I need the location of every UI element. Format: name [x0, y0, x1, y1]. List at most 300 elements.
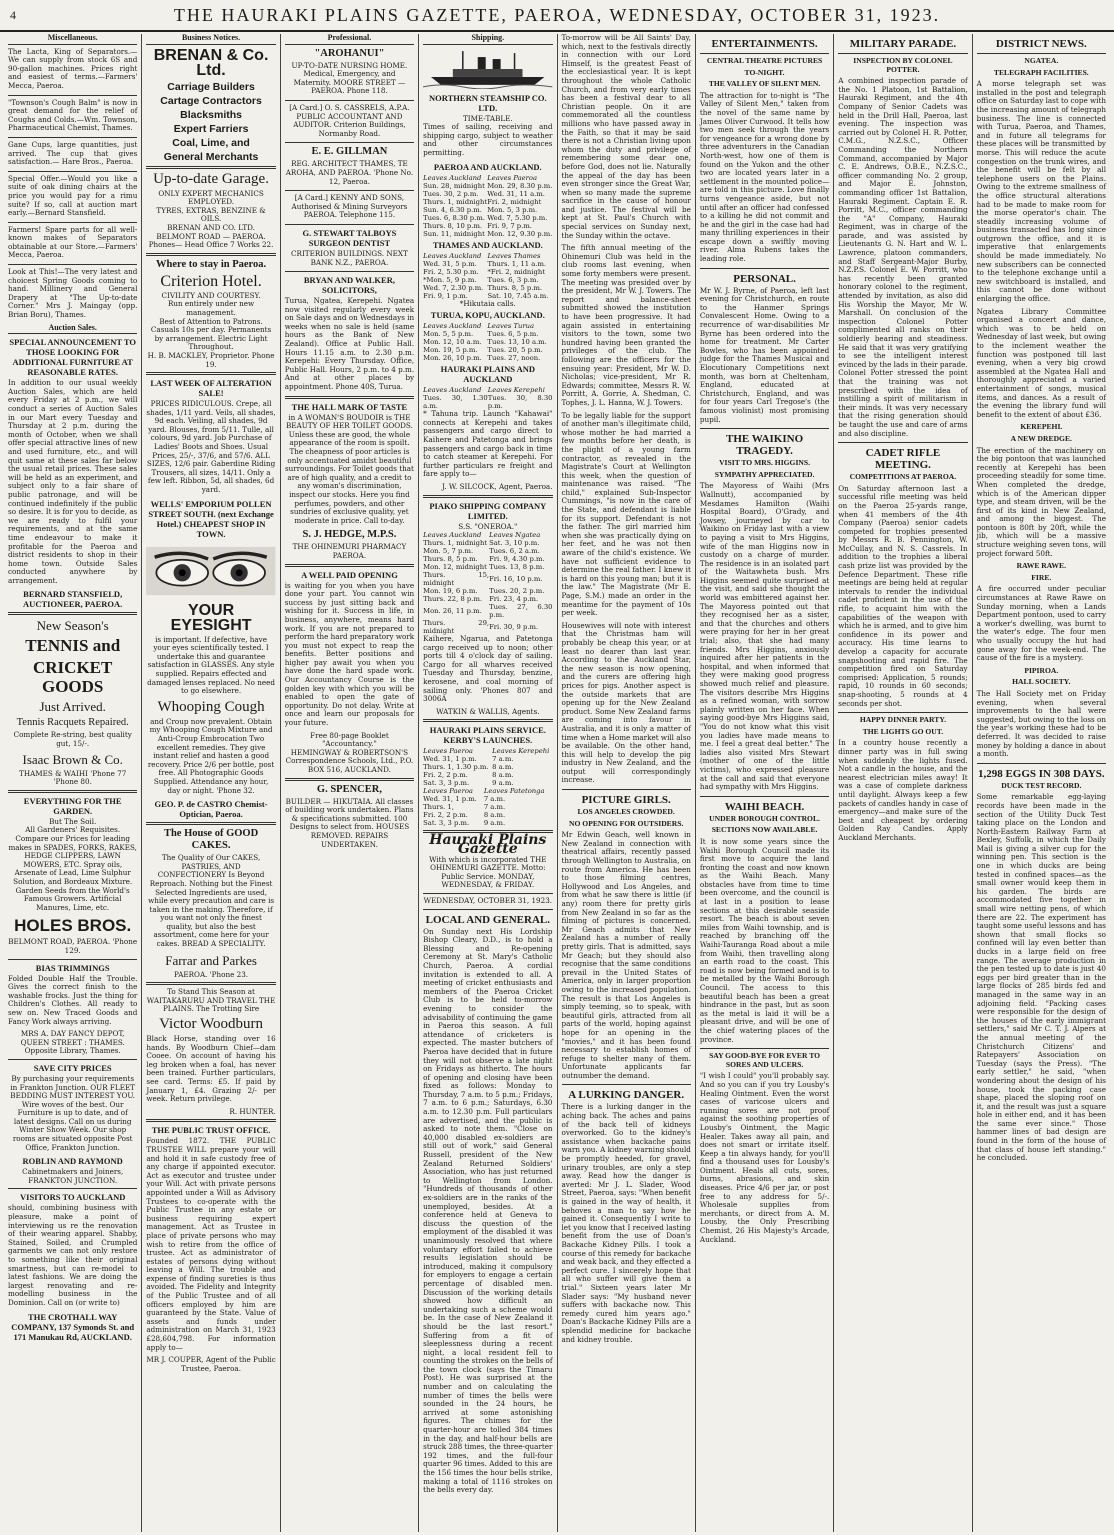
steamship-icon: [423, 49, 552, 89]
silcock-sig: J. W. SILCOCK, Agent, Paeroa.: [442, 481, 553, 491]
schedule-heading: PAEROA AND AUCKLAND.: [433, 161, 542, 172]
article-body: The Mayoress of Waihi (Mrs Wallnutt), accompanied by Mesdames Hamilton (Waihi Hospital Board), O'Grady, and Jowsey, journeyed by car to Waikino on Friday last with a view to paying a visit to Mrs Higgins, wife of the man Higgins now in custody on a charge of murder. The residence is in an isolated part of the Waitawheta bush. Mrs Higgins seemed quite surprised at the visit, and said she thought the world was embittered against her. The Mayoress pointed out that they recognised her as a sister, and that the churches and others were praying for her in her great trial; also, that she had many friends. Mrs Higgins, anxiously inquired after her patients in the hospital, and when informed that they were making good progress showed much relief and pleasure. The visitors describe Mrs Higgins as a refined woman, with sorrow plainly written on her face. When saying good-bye Mrs Higgins said, "You do not know what this visit you ladies have made means to me. I feel a great deal better." The ladies also visited Mrs Stewart (mother of one of the little victims), who expressed pleasure at the call and said that everyone had sympathy with Mrs Higgins.: [699, 481, 830, 792]
table-row: [423, 268, 552, 276]
table-cell: Tues. 27, 6.30 p.m.: [489, 603, 553, 620]
piako-note: Kaihere, Ngarua, and Patetonga cargo received up to noon; other ports till 4 o'clock day of sailing. Cargo for all wharves received Tuesday and Thursday, benzine, kerosene, and coal morning of sailing only. 'Phones 807 and 3006A: [423, 634, 553, 704]
misc-item: Special Offer.—Would you like a suite of oak dining chairs at the price you would pay for a rimu suite? If so, call at auction mart early.—Bernard Stansfield.: [8, 173, 138, 218]
eyes-illustration: [146, 543, 275, 599]
auction-body: In addition to our usual weekly Auction Sales, which are held every Friday at 2 p.m., we will conduct a series of Auction Sales in our Mart every Tuesday and Thursday at 2 p.m. during the month of October, when we shall offer special attractive lines of new and used furniture, etc., and will quit same at these sales far below the usual retail prices. These sales will be held as an experiment, and subject only to a fair share of public patronage, and will be continued indefinitely if the public so desire. It is for you to decide, as we are ready to fulfil your requirements, and at the same time endeavour to make it profitable for the Paeroa and district residents to shop in their home town. Outside Sales conducted anywhere by arrangement.: [8, 378, 138, 585]
cakes-heading: The House of GOOD CAKES.: [163, 828, 259, 852]
table-header-row: [423, 787, 552, 795]
eyesight-body: is important. If defective, have your eyes scientifically tested. I undertake this and guarantee satisfaction in GLASSES. Any style supplied. Repairs effected and damaged lenses replaced. No need to go elsewhere.: [147, 634, 275, 696]
column-2: [142, 34, 280, 1532]
table-header-cell: Leaves Kerepehi: [487, 386, 545, 395]
section-heading-professional: Professional.: [285, 34, 414, 45]
criterion-line: Best of Attention to Patrons.: [159, 316, 263, 326]
article-subheading: LOS ANGELES CROWDED.: [577, 807, 675, 817]
schedule-heading: THAMES AND AUCKLAND.: [432, 239, 543, 250]
article-subheading: DUCK TEST RECORD.: [1001, 780, 1082, 790]
article-body: "I wish I could" you'll probably say. And so you can if you try Lousby's Healing Ointment. Even the worst cases of varicose ulcers and running sores are not proof against the soothing properties of Lousby's Ointment, the Magic Healer. Takes away all pain, and does not smart or irritate itself. Keep a tin always handy, for you'll find a thousand uses for Lousby's Ointment. Heals all cuts, sores, burns, abrasions, and skin diseases. Price 4/6 per jar, or post free to any address for 5/-. Wholesale supplies from merchants, or direct from A. M. Lousby, the Only Prescribing Chemist, 26 His Majesty's Arcade, Auckland.: [699, 1071, 830, 1244]
table-cell: Mon. 19, 6 p.m.: [423, 587, 478, 596]
isaac-brown-sub: THAMES & WAIHI 'Phone 77 'Phone 80.: [19, 768, 127, 787]
spencer-heading: G. SPENCER,: [316, 783, 382, 795]
table-cell: Sun. 28, midnight: [423, 181, 485, 190]
bias-body: Folded Double Half the Trouble. Gives the correct finish to the washable frocks. Just the thing for Children's Clothes. All ready to sew on. New Traced Goods and Fancy Work always arriving.: [8, 973, 138, 1026]
table-cell: Thurs. 1, midnight: [423, 539, 488, 548]
article-heading: PICTURE GIRLS.: [581, 794, 671, 807]
article-body: A morse telegraph set was installed in the post and telegraph office on Saturday last to cope with the increasing amount of telegraph business. The line is connected with Turua, Paeroa, and Thames, and in future all telegrams for these places will be transmitted by morse. This will reduce the acute congestion on the trunk wires, and the benefit will be felt by all telephone users on the Plains. Owing to the extreme smallness of the office structural alterations had to be made to make room for the morse operator's chair. The steadily increasing volume of business transacted has long since outgrown the office, and it is imperative that enlargements should be made immediately. No new subscribers can be connected to the telephone exchange until a new switchboard is installed, and this cannot be done without enlarging the office.: [976, 79, 1106, 304]
column-7: [834, 34, 972, 1532]
garden-body: All Gardeners' Requisites. Compare our Prices for leading makes in SPADES, FORKS, RAKES, HEDGE CLIPPERS, LAWN MOWERS, ETC. Spray oils, Arsenate of Lead, Lime Sulphur Solution, and Bordeaux Mixture. Garden Seeds from the World's Famous Growers. Artificial Manures, Lime, etc.: [8, 825, 137, 912]
racquets-ad: Tennis Racquets Repaired.: [16, 717, 129, 729]
article-subheading: TO-NIGHT.: [744, 67, 785, 77]
cakes-body: The Quality of Our CAKES, PASTRIES, AND CONFECTIONERY Is Beyond Reproach. Nothing but the Finest Selected Ingredients are used, while every precaution and care is taken in the making. Therefore, if you want not only the finest quality, but also the best assortment, come here for your cakes. BREAD A SPECIALITY.: [148, 853, 275, 949]
booklet: Free 80-page Booklet "Accountancy.": [310, 730, 389, 749]
misc-item: "Townson's Cough Balm" is now in great demand for the relief of Coughs and Colds.—Wm. Townson, Pharmaceutical Chemist, Thames.: [8, 97, 138, 133]
article-subheading: SECTIONS NOW AVAILABLE.: [711, 825, 818, 835]
article-body: A fire occurred under peculiar circumstances at Rawe Rawe on Sunday morning, when a Lands Department pontoon, used to carry a worker's dwelling, was burnt to the water's edge. The four men who usually occupy the hut had gone away for the week-end. The cause of the fire is a mystery.: [976, 584, 1106, 663]
table-row: [423, 330, 552, 338]
holes-bros: HOLES BROS.: [14, 916, 132, 936]
gillman-body: REG. ARCHITECT THAMES, TE AROHA, AND PAEROA. 'Phone No. 12, Paeroa.: [285, 159, 414, 186]
article-body: Some remarkable egg-laying records have been made in the section of the Utility Duck Test taking place on the London and North-Eastern Railway Farm at Bexley, Suffolk, in which the Daily Mail is giving a silver cup for the winning pen. This section is the one in which ducks are being tested in confined spaces—as the small owner would keep them in his garden. The birds are accommodated five together in small wire netting pens, of which there are 22. The experiment has taught some useful lessons and has shown that small flocks so confined will lay even better than ducks in a large field on free range. The average production in the pen tested up to date is just 40 eggs per bird greater than in the large flocks of 285 birds fed and managed in the same way in an adjoining field. "Packing cases were responsible for the design of the houses of the early immigrant settlers," said Mr C. T. J. Alpers at the annual meeting of the Christchurch Citizens' and Ratepayers' Association on Tuesday (says the Press). "The early settler," he said, "when wondering about the design of his house, took the packing case shape, placed the sloping roof on it, and the result was just a square hole in either end, and it has been the same ever since." Those hammer lines of bad design are found in the form of the house of that class of house left standing." he concluded.: [976, 792, 1106, 1163]
schedule-table: [423, 531, 552, 635]
article-subheading: SAY GOOD-BYE FOR EVER TO SORES AND ULCERS.: [709, 1051, 821, 1069]
table-header-cell: Leaves Auckland: [423, 173, 482, 182]
section-heading-miscellaneous: Miscellaneous.: [8, 34, 137, 45]
newspaper-title: THE HAURAKI PLAINS GAZETTE, PAEROA, WEDNESDAY, OCTOBER 31, 1923.: [173, 5, 941, 25]
article-subheading: THE LIGHTS GO OUT.: [862, 726, 944, 736]
brenan-line: Carriage Builders: [167, 80, 255, 93]
article-body: In a country house recently a dinner party was in full swing when suddenly the lights fused. Not a candle in the house, and the nearest electrician miles away! It was a case of complete darkness until daylight. Always keep a few packets of candles handy in case of emergency—and make sure of the best and cheapest by ordering Golden Ray Candles. Apply Auckland Merchants.: [838, 738, 968, 842]
article-heading: PERSONAL.: [733, 272, 796, 285]
table-cell: Tues. 6, 2 a.m.: [489, 547, 540, 556]
table-cell: Tues. 20, 5 p.m.: [487, 346, 543, 355]
brenan-line: Blacksmiths: [180, 108, 242, 121]
table-row: [423, 394, 552, 410]
table-row: [423, 795, 552, 803]
article-body: The Hall Society met on Friday evening, when several improvements to the hall were suggested, but owing to the loss on the year's working these had to be deferred. It was decided to raise money by holding a dance in about a month.: [976, 688, 1106, 759]
article-body: It is now some years since the Waihi Borough Council made its first move to acquire the land fronting the coast and now known as the Waihi Beach. Many obstacles have from time to time been overcome, and the council is at last in a position to lease sections at this desirable seaside resort. The beach is about seven miles from Waihi township, and is reached by branching off the Waihi-Tauranga Road about a mile from Waihi, then travelling along an earth road to the coast. This road is now being formed and is to be metalled by the Waihi Borough Council. The access to this beautiful beach has been a great hindrance in the past, but as soon as the metal is laid it will be a pleasant drive, and will be one of the chief watering places of the province.: [699, 836, 830, 1044]
hallmark-heading: THE HALL MARK OF TASTE: [291, 401, 408, 412]
criterion-heading: Criterion Hotel.: [160, 272, 262, 290]
hallmark-body: in A WOMAN'S BOUDOIR is THE BEAUTY OF HER TOILET GOODS. Unless these are good, the whole appearance of the room is spoilt. The cheapness of poor articles is only accentuated amidst beautiful surroundings. For Toilet goods that are of high quality, and a credit to any woman's discrimination, inspect our stocks. Here you find perfumes, powders, and other sundries of exclusive quality, yet moderate in price. Call to-day.: [284, 412, 414, 525]
schedule-table: [423, 787, 552, 827]
crothall-sig: THE CROTHALL WAY COMPANY, 137 Symonds St. and 171 Manukau Rd, AUCKLAND.: [11, 1311, 135, 1342]
table-cell: Tues. 30, 8.30 p.m.: [487, 394, 553, 411]
column-4: [419, 34, 557, 1532]
table-cell: Wed. 7, 5.30 p.m.: [487, 213, 548, 222]
schedule-note: * Tahuna trip. Launch "Kahawai" connects at Kerepehi and takes passengers and cargo direct to Kaihere and Patetonga and brings passengers and cargo back in time to catch steamer at Kerepehi. For further particulars re freight and fare apply to—: [423, 409, 553, 479]
article-subheading: HAPPY DINNER PARTY.: [859, 715, 947, 725]
roblin-heading: ROBLIN AND RAYMOND: [22, 1156, 123, 1167]
article-subheading: UNDER BOROUGH CONTROL.: [709, 813, 820, 823]
table-row: [423, 182, 552, 190]
table-header-cell: Leaves Ngatea: [489, 531, 541, 540]
table-cell: Sat. 10, 7.45 a.m.: [487, 291, 549, 300]
tennis-ad-line: New Season's: [36, 618, 109, 634]
column-3: [281, 34, 419, 1532]
table-row: [423, 190, 552, 198]
table-cell: Mon. 12, midnight: [423, 563, 487, 572]
bias-heading: BIAS TRIMMINGS: [35, 962, 110, 973]
article-body: The attraction for to-night is "The Valley of Silent Men," taken from the novel of the same name by James Oliver Curwood. It tells how two men seek through the years for vengeance for a wrong done by three adventurers in the Canadian North-west, how one of them is found on the Yukon and the other two are located years later in a settlement in the mounted police—are told in this picture. Love finally turns vengeance aside, but not until after an officer had confessed to a killing he did not commit and he and the girl in the case had had many thrilling experiences in their escape down a swiftly moving river. Alma Rubens takes the leading role.: [699, 90, 830, 264]
piako-heading: PIAKO SHIPPING COMPANY LIMITED.: [429, 500, 547, 521]
table-row: [423, 595, 552, 603]
isaac-brown: Isaac Brown & Co.: [22, 751, 123, 767]
table-cell: 9 a.m.: [492, 779, 514, 788]
table-row: [423, 338, 552, 346]
table-row: [423, 198, 552, 206]
roblin-sub: Cabinetmakers and Joiners, FRANKTON JUNCTION.: [22, 1167, 124, 1185]
section-heading-auction: Auction Sales.: [8, 324, 137, 335]
garden-sub: But The Soil.: [49, 816, 97, 826]
table-cell: *Fri. 2, midnight: [487, 267, 545, 276]
gillman-heading: E. E. GILLMAN: [311, 146, 388, 158]
table-cell: Fri. 9, 4.30 p.m.: [489, 555, 545, 564]
table-row: [423, 222, 552, 230]
farrar-heading: Farrar and Parkes: [165, 952, 257, 968]
table-row: [423, 619, 552, 635]
table-header-row: [423, 322, 552, 330]
oneroa: S.S. "ONEROA.": [458, 521, 518, 531]
table-row: [423, 803, 552, 811]
section-heading-shipping: Shipping.: [423, 34, 552, 45]
piako-sig: WATKIN & WALLIS, Agents.: [436, 706, 540, 716]
table-cell: Tues. 27, noon.: [487, 354, 541, 363]
article-subheading: PIPIROA.: [1024, 665, 1059, 675]
racquets-sub: Complete Re-string, best quality gut, 15/-.: [13, 730, 132, 749]
column-1: [4, 34, 142, 1532]
dateline: WEDNESDAY, OCTOBER 31, 1923.: [423, 896, 553, 905]
article-subheading: TELEGRAPH FACILITIES.: [993, 67, 1089, 77]
table-row: [423, 206, 552, 214]
bryan-body: Turua, Ngatea, Kerepehi. Ngatea now visited regularly every week on Sale days and on Wednesdays in weeks when no sale is held (same hours as the Bank of New Zealand). Office at Public Hall. Hours 11.15 a.m. to 2.30 p.m. Kerepehi: Every Thursday. Office, Public Hall. Hours, 2 p.m. to 4 p.m. And at other places by appointment. Phone 40S, Turua.: [284, 296, 415, 392]
brenan-line: Expert Farriers: [173, 122, 249, 135]
schedule-table: [423, 747, 552, 787]
day-depot: MRS A. DAY FANCY DEPOT, QUEEN STREET : THAMES. Opposite Library, Thames.: [20, 1029, 125, 1056]
table-row: [423, 354, 552, 362]
visitors-heading: VISITORS TO AUCKLAND: [20, 1192, 126, 1203]
article-heading: DISTRICT NEWS.: [995, 38, 1087, 50]
table-cell: Thurs. 15, midnight: [423, 571, 490, 588]
table-cell: Sat. 3, 3 p.m.: [423, 819, 470, 828]
save-body: By purchasing your requirements in Frankton Junction. OUR FLEET BEDDING MUST INTEREST YOU. Wire woves of the best. Our Furniture is up to date, and of latest designs. Call on us during Winter Show Week. Our shop rooms are situated opposite Post Office, Frankton Junction.: [10, 1073, 136, 1152]
schedule-heading: TURUA, KOPU, AUCKLAND.: [430, 310, 545, 321]
table-header-cell: Leaves Patetonga: [483, 787, 545, 796]
article-body: To be legally liable for the support of another man's illegitimate child, whose mother he had married a few months before her death, is the plight of a young farm contractor, as revealed in the Magistrate's Court at Wellington this week, when the question of maintenance was raised. "The child," explained Sub-Inspector Cummings, "is now in the care of the State, and defendant is liable for its support. Defendant is not the father. The girl married him when she was practically dying on her feet, and he was not then aware of the child's existence. We have not sufficient evidence to determine the real father. I knew it is hard on this young man; but it is the law." The Magistrate (Mr E. Page, S.M.) made an order in the meantime for the payment of 10s per week.: [561, 410, 691, 618]
trust-heading: THE PUBLIC TRUST OFFICE.: [151, 1125, 271, 1136]
whooping-body: and Croup now prevalent. Obtain my Whooping Cough Mixture and Anti-Croup Embrocation Two excellent remedies. They give instant relief and hasten a good recovery. Price 2/6 per bottle, post free. All Photographic Goods Supplied. Attendance any hour, day or night. 'Phone 32.: [147, 716, 275, 795]
hemingway-sig: HEMINGWAY & ROBERTSON'S Correspondence Schools, Ltd., P.O. BOX 516, AUCKLAND.: [285, 747, 414, 774]
article-heading: THE WAIKINO TRAGEDY.: [726, 433, 804, 458]
table-cell: Tues. 30, 2 p.m.: [423, 189, 479, 198]
table-cell: Thurs. 1,: [423, 803, 454, 812]
timetable-heading: TIME-TABLE.: [462, 113, 513, 123]
shipping-intro: Times of sailing, receiving and shipping cargo, subject to weather and other circumstances permitting.: [423, 122, 553, 157]
table-cell: 8 a.m.: [483, 811, 506, 820]
article-subheading: KEREPEHI.: [1020, 422, 1063, 432]
table-row: [423, 346, 552, 354]
column-8: [973, 34, 1110, 1532]
article-subheading: RAWE RAWE.: [1016, 561, 1066, 571]
eyesight-heading: YOUR EYESIGHT: [170, 601, 252, 634]
spencer-body: BUILDER — HIKUTAIA. All classes of building work undertaken. Plans & specifications submitted. 100 Designs to select from. HOUSES REMOVED. REPAIRS UNDERTAKEN.: [285, 796, 414, 849]
table-header-cell: Leaves Paeroa: [423, 747, 473, 756]
wells-emporium: WELLS' EMPORIUM POLLEN STREET SOUTH. (next Exchange Hotel.) CHEAPEST SHOP IN TOWN.: [148, 498, 274, 539]
table-cell: Tues. 20, 2 p.m.: [489, 587, 545, 596]
table-cell: Sat. 3, 3 p.m.: [423, 779, 470, 788]
schedule-table: [423, 322, 552, 362]
table-header-row: [423, 386, 552, 394]
paid-heading: A WELL PAID OPENING: [301, 569, 398, 580]
table-cell: Thurs. 1, 11 a.m.: [487, 259, 547, 268]
table-row: [423, 763, 552, 771]
table-cell: Mon. 26, 11 p.m.: [423, 607, 482, 616]
table-row: [423, 587, 552, 595]
table-cell: Fri. 30, 9 p.m.: [489, 623, 539, 632]
table-cell: Fri. 9, 1 p.m.: [423, 291, 468, 300]
brenan-line: General Merchants: [163, 150, 259, 163]
article-heading: LOCAL AND GENERAL.: [425, 913, 550, 926]
column-5: [558, 34, 696, 1532]
table-cell: Sun. 11, midnight: [423, 229, 485, 238]
table-header-row: [423, 174, 552, 182]
table-cell: Fri. 2, 2 p.m.: [423, 771, 468, 780]
gazette-sub: With which is incorporated THE OHINEMURI GAZETTE. Motto: Public Service. MONDAY, WEDNESDAY, & FRIDAY.: [429, 854, 547, 890]
table-cell: 8 a.m.: [492, 771, 514, 780]
stay-heading: Where to stay in Paeroa.: [155, 258, 267, 270]
brenan-line: Cartage Contractors: [160, 94, 262, 107]
table-row: [423, 571, 552, 587]
whooping-heading: Whooping Cough: [157, 698, 265, 715]
bryan-heading: BRYAN AND WALKER, SOLICITORS,: [303, 275, 395, 296]
criterion-line: CIVILITY AND COURTESY.: [161, 290, 261, 300]
table-row: [423, 214, 552, 222]
gazette-nameplate: Hauraki Plains Gazette: [429, 832, 547, 858]
trust-sig: MR J. COUPER, Agent of the Public Trustee, Paeroa.: [146, 1355, 276, 1373]
visitors-body: should, combining business with pleasure, make a point of interviewing us re the renovation of their wearing apparel. Shabby, Stained, Soiled, and Crumpled garments we can not only restore to something like their original smartness, but can re-model to latest fashions. We are doing the largest renovating and re-modelling business in the Dominion. Call on (or write to): [8, 1203, 138, 1307]
article-body: On Saturday afternoon last a successful rifle meeting was held on the Paeroa 25-yards range, when 41 members of the 4th Company (Paeroa) senior cadets competed for trophies presented by Messrs R. B. Pennington, W. McCullay, and N. S. Cassrels. In addition to the trophies a liberal cash prize list was provided by the Defence Department. These rifle meetings are being held at regular intervals to render the individual cadet proficient in the use of the rifle, to acquaint him with the capabilities of the weapon with which he is armed, and to give him confidence in its power and accuracy. His time learns to develop a capacity for accurate snapshooting and rapid fire. The competition fired on Saturday comprised: Application, 5 rounds; rapid, 10 rounds in 60 seconds; snap-shooting, 5 rounds at 4 seconds per shot.: [838, 483, 968, 708]
article-subheading: NO OPENING FOR OUTSIDERS.: [569, 818, 684, 828]
garage-line: BELMONT ROAD — PAEROA.: [156, 231, 266, 241]
article-heading: MILITARY PARADE.: [849, 38, 957, 50]
table-cell: Mon. 5, 7 p.m.: [423, 547, 474, 556]
save-heading: SAVE CITY PRICES: [33, 1062, 112, 1073]
article-body: The fifth annual meeting of the Ohinemuri Club was held in the club rooms last evening, when some forty members were present. The meeting was presided over by the president, Mr W. J. Towers. The report and balance-sheet submitted showed the institution to have been progressive. It had again assisted in entertaining visitors to the town, some two hundred having been granted the privileges of the club. The following are the officers for the ensuing year: President, Mr W. D. Nicholas; vice-president, Mr R. Edwards; committee, Messrs R. W. Porritt, A. Gorrie, A. Shedman, C. Tophes, J. L. Hanna, W. J. Towers.: [561, 243, 691, 407]
table-row: [423, 260, 552, 268]
article-heading: A LURKING DANGER.: [568, 1089, 685, 1102]
misc-item: Gane Cups, large quantities, just arrived. The cup that gives satisfaction.— Hare Bros., Paeroa.: [8, 139, 138, 167]
table-cell: Wed. 31, 1 p.m.: [423, 795, 477, 804]
holes-bros-sub: BELMONT ROAD, PAEROA. 'Phone 129.: [8, 937, 138, 955]
article-subheading: FIRE.: [1031, 572, 1052, 582]
table-cell: *Mon. 5, 9 p.m.: [423, 275, 477, 284]
table-cell: Mon. 5, 3 p.m.: [487, 205, 538, 214]
arohanui-heading: "AROHANUI": [314, 47, 385, 59]
table-row: [423, 547, 552, 555]
table-header-cell: Leaves Auckland: [423, 251, 482, 260]
table-cell: Tues. 6, 8.30 p.m.: [423, 213, 485, 222]
misc-item: Look at This!—The very latest and choicest Spring Goods coming to hand. Millinery and General Drapery at "The Up-to-date Corner." Mrs J. Maingay (opp. Brian Boru), Thames.: [8, 267, 138, 320]
table-cell: 7 a.m.: [492, 755, 514, 764]
article-subheading: A NEW DREDGE.: [1010, 433, 1072, 443]
schedule-heading: HAURAKI PLAINS AND AUCKLAND: [440, 364, 536, 385]
table-header-cell: Leaves Auckland: [423, 322, 482, 331]
table-header-row: [423, 747, 552, 755]
table-cell: Thurs. 8, 5 p.m.: [487, 283, 543, 292]
column-6: [696, 34, 834, 1532]
table-cell: Thurs. 22, 8 p.m.: [423, 595, 483, 604]
table-header-row: [423, 531, 552, 539]
table-cell: Thurs. 8, 5 p.m.: [423, 555, 478, 564]
schedule-note: *Hikutaia calls.: [459, 298, 516, 308]
talboys-body: CRITERION BUILDINGS. NEXT BANK N.Z., PAEROA.: [291, 248, 408, 267]
article-heading: WAIHI BEACH.: [724, 800, 805, 813]
woodburn-sig: R. HUNTER.: [229, 1106, 276, 1116]
table-cell: Fri. 2, midnight: [487, 197, 542, 206]
criterion-line: Run entirely under new management.: [167, 299, 255, 317]
table-cell: Tues. 30, 1.30 a.m.: [423, 394, 488, 411]
table-row: [423, 555, 552, 563]
castro-sig: GEO. P. de CASTRO Chemist-Optician, Paeroa.: [154, 799, 268, 820]
article-subheading: COMPETITIONS AT PAEROA.: [849, 472, 957, 482]
article-heading: 1,298 EGGS IN 308 DAYS.: [977, 767, 1105, 780]
tennis-ad-line: TENNIS and: [25, 636, 121, 656]
table-cell: Tues. 6, 3 p.m.: [487, 275, 539, 284]
brenan-line: Coal, Lime, and: [172, 136, 250, 149]
article-body: A combined inspection parade of the No. 1 Platoon, 1st Battalion, Hauraki Regiment, and the 4th Company of Senior Cadets was held in the Drill Hall, Paeroa, last evening. The inspection was carried out by Colonel H. R. Potter, C.M.G., N.Z.S.C., Officer Commanding the Northern Command, accompanied by Major C. E. Andrews, O.B.E., N.Z.S.C., officer commanding No. 2 group, and Major E. Johnston, commanding officer 1st Battalion, Hauraki Regiment. Captain E. R. Porritt, M.C., officer commanding the "A" Company, Hauraki Regiment, was in charge of the parade, and was assisted by Lieutenants G. N. Hart and W. L. Lawrence, platoon commanders, and Staff Sergeant-Major Burby, N.Z.P.S. Colonel E. W. Porritt, who has recently been granted honorary colonel to the regiment, attended by invitation, as also did His Worship the Mayor, Mr W. Marshall. On conclusion of the inspection Colonel Potter complimented all ranks on their soldierly bearing and steadiness. He said that it was very gratifying to see the intelligent interest evinced by the lads in their parade. Colonel Potter stressed the point that the training was not prescribed with the idea of instilling a spirit of militarism in their minds. It was very necessary that the rising generation should be taught the use and care of arms and also discipline.: [838, 76, 968, 438]
table-cell: Mon. 29, 8.30 p.m.: [487, 181, 553, 190]
table-cell: Mon. 19, 5 p.m.: [423, 346, 478, 355]
masthead: [0, 0, 1114, 32]
criterion-line: H. B. MACKLEY, Proprietor. Phone 19.: [147, 350, 275, 369]
table-cell: Sun. 4, 6.30 p.m.: [423, 205, 482, 214]
woodburn-intro: To Stand This Season at WAITAKARURU AND TRAVEL THE PLAINS. The Trotting Sire: [146, 987, 276, 1014]
table-cell: Wed. 31, 1 p.m.: [423, 755, 477, 764]
hedge-heading: S. J. HEDGE, M.P.S.: [302, 529, 397, 541]
table-cell: Sat. 3, 10 p.m.: [489, 539, 540, 548]
table-cell: Fri. 2, 5.30 p.m.: [423, 267, 479, 276]
article-body: Mr W. J. Byrne, of Paeroa, left last evening for Christchurch, en route to the Hanmer Springs Convalescent Home. Owing to a recurrence of war-disabilities Mr Byrne has been ordered into the home for treatment. Mr Carter Bowles, who has been appointed judge for the Thames Musical and Elocutionary Competitions next month, was born at Cheltenham, England, educated at Christchurch, England, and was for four years Carl Tregose's (the famous violinist) most promising pupil.: [699, 285, 830, 424]
auction-signature: BERNARD STANSFIELD, AUCTIONEER, PAEROA.: [23, 589, 123, 610]
table-header-cell: Leaves Turua: [487, 322, 535, 331]
garage-line: ONLY EXPERT MECHANICS EMPLOYED.: [158, 188, 264, 207]
table-cell: Mon. 12, 9.30 p.m.: [487, 229, 553, 238]
table-row: [423, 563, 552, 571]
criterion-line: Casuals 10s per day. Permanents by arrangement. Electric Light Throughout.: [150, 325, 272, 352]
table-header-cell: Leaves Paeroa: [423, 787, 473, 796]
brenan-heading: BRENAN & Co. Ltd.: [153, 46, 269, 79]
table-header-cell: Leaves Auckland: [423, 386, 482, 395]
garage-line: TYRES, EXTRAS, BENZINE & OILS.: [156, 205, 266, 224]
article-body: The erection of the machinery on the big pontoon that was launched recently at Kerepehi has been proceeding steadily for some time. When completed the dredge, which is of the American dipper type, and steam driven, will be the first of its kind in New Zealand, and among the biggest. The pontoon is 80ft by 20ft, while the jib, which will be a massive structure weighing seven tons, will project forward 50ft.: [976, 445, 1106, 558]
article-heading: CADET RIFLE MEETING.: [865, 447, 941, 472]
article-body: Mr Edwin Geach, well known in New Zealand in connection with theatrical affairs, recently passed through Wellington to Australia, on route from America. He has been to those filming centres, Hollywood and Los Angeles, and from what he saw there is little (if any) room there for pretty girls from New Zealand in so far as the filming of pictures is concerned. Mr Geach admits that New Zealand has a number of really pretty girls. That is admitted, says Mr Geach; but they should also recognise that the same conditions prevail in the United States of America, only in larger proportion owing to the increased population. The result is that Los Angeles is simply teeming, so to speak, with beautiful girls, attracted from all parts of the world, hoping against hope for an opening in the "movies," and it has been found necessary to establish homes of refuge to shelter many of them. Unfortunate applicants far outnumber the demand.: [561, 830, 691, 1080]
kenny-card: [A Card.] KENNY AND SONS, Authorised & Mining Surveyors PAEROA. Telephone 115.: [291, 193, 408, 220]
article-subheading: VISIT TO MRS. HIGGINS.: [719, 458, 811, 468]
arohanui-body: UP-TO-DATE NURSING HOME. Medical, Emergency, and Maternity. MOORE STREET — PAEROA. Phone 118.: [291, 60, 408, 96]
garage-line: Phones— Head Office 7 Works 22.: [148, 240, 274, 250]
article-subheading: SYMPATHY APPRECIATED.: [714, 469, 815, 479]
article-body: To-morrow will be All Saints' Day, which, next to the festivals directly in connection with our Lord Himself, is the greatest Feast of the ecclesiastical year. It is kept throughout the whole Catholic Church, and from very early times has been a festival dear to all Christian people. On it are commemorated all the countless millions who have passed away in the Faith, so that it may be said there is not a Christian living upon whom the duty and privilege of remembering some dear one, before God, does not lie. Naturally the appeal of the day has been even stronger since the Great War, when so many made the supreme sacrifice in the cause of honour and justice. The festival will be kept at St. Paul's Church with special services on Sunday next, the Sunday within the octave.: [561, 34, 691, 240]
table-cell: Mon. 5, 5 p.m.: [423, 330, 474, 339]
table-header-cell: Leaves Thames: [487, 251, 541, 260]
table-cell: Wed. 7, 2.30 p.m.: [423, 283, 484, 292]
tennis-ad-line: CRICKET GOODS: [33, 658, 113, 697]
schedule-table: [423, 174, 552, 238]
table-cell: Thurs. 8, 10 p.m.: [423, 221, 483, 230]
columns: [4, 34, 1110, 1532]
table-cell: Fri. 2, 2 p.m.: [423, 811, 468, 820]
table-row: [423, 539, 552, 547]
eyes-icon: [146, 543, 275, 599]
table-header-cell: Leaves Auckland: [423, 531, 482, 540]
service-heading: HAURAKI PLAINS SERVICE. KERBY'S LAUNCHES.: [429, 725, 546, 746]
table-header-cell: Leaves Kerepehi: [492, 747, 550, 756]
table-row: [423, 811, 552, 819]
schedule-table: [423, 386, 552, 410]
section-heading-business: Business Notices.: [146, 34, 275, 45]
paid-body: is waiting for you when you have done your part. You cannot win success by just sitting back and wishing for it. Success in life, in business, anywhere, means hard work. If you are not prepared to perform the hard preparatory work you must not expect to reap the benefits. Better positions and higher pay await you when you have done the hard spade work. Our Accountancy Course is the golden key with which you will be enabled to open the gate of opportunity. Do not delay. Write at once and learn our proposals for your future.: [284, 580, 415, 728]
farrar-sub: PAEROA. 'Phone 23.: [174, 969, 249, 979]
misc-item: The Lacta, King of Separators.—We can supply from stock 6S and 90-gallon machines. Prices right and easiest of terms.—Farmers' Mecca, Paeroa.: [8, 46, 138, 90]
table-row: [423, 230, 552, 238]
garden-heading: EVERYTHING FOR THE GARDEN.: [23, 795, 122, 816]
tennis-ad-line: Just Arrived.: [39, 699, 106, 715]
woodburn-body: Black Horse, standing over 16 hands. By Woodburn Chief—dam Cooee. On account of having his leg broken when a foal, has never been trained. Further particulars, see card. Terms: £5. If paid by January 1, £4. Grazing 2/- per week. Return privilege.: [146, 1034, 276, 1104]
table-row: [423, 771, 552, 779]
table-cell: 8 a.m.: [492, 763, 514, 772]
table-cell: Thurs. 1, 1.30 p.m.: [423, 763, 489, 772]
auction-title: SPECIAL ANNOUNCEMENT TO THOSE LOOKING FOR ADDITIONAL FURNITURE AT REASONABLE RATES.: [9, 337, 136, 378]
article-subheading: CENTRAL THEATRE PICTURES: [706, 56, 823, 65]
table-row: [423, 603, 552, 619]
table-row: [423, 284, 552, 292]
woodburn-heading: Victor Woodburn: [159, 1016, 263, 1033]
sale-body: PRICES RIDICULOUS. Crepe, all shades, 1/11 yard. Veils, all shades, 9d each. Veiling, all shades, 9d yard. Blouses, from 5/11. Tulle, all colours, 9d yard. Job Purchase of Ladies' Boots and Shoes. Usual Prices, 25/-, 37/6, and 57/6. ALL SIZES, 12/6 pair. Gaberdine Riding Trousers, all sizes, 14/11. Only a few left. Ribbon, 5d, all shades, 6d yard.: [146, 399, 276, 495]
trust-body: Founded 1872. THE PUBLIC TRUSTEE WILL prepare your will and hold it in safe custody free of any charge if appointed executor. Act as executor and trustee under your Will. Act with private persons appointed under a Will as Advisory Trustees to co-operate with the Public Trustee in any estate or business requiring expert management. Act as Trustee in place of private persons who may wish to retire from the office of trustee. Act as administrator of estates of persons dying without leaving a Will. The trouble and expense of finding sureties is thus avoided. The Fidelity and Integrity of the Public Trustee and of all officers employed by him are guaranteed by the State. Value of assets and funds under administration on March 31, 1923 £28,604,798. For information apply to—: [146, 1136, 276, 1352]
article-subheading: NGATEA.: [1024, 56, 1059, 65]
article-body: There is a lurking danger in the aching back. The aches and pains of the back tell of kidneys overworked. Go to the kidney's assistance when backache pains warn you. A kidney warning should be promptly heeded, for gravel, urinary troubles, are only a step away. Read how the danger is averted: Mr J. L. Slader, Wood Street, Paeroa, says: "When benefit is gained in the way of health, it behoves a man to say how he gained it. Consequently I write to let you know that I received lasting benefit from the use of Doan's Backache Kidney Pills. I took a course of this remedy for backache and weak back, and they effected a perfect cure. I sincerely hope that all who suffer will give them a trial." Sixteen years later Mr Slader says: "My husband never suffers with backache now. This remedy cured him years ago." Doan's Backache Kidney Pills are a splendid medicine for backache and kidney trouble.: [561, 1102, 691, 1344]
garage-line: BRENAN AND CO. LTD.: [167, 222, 255, 232]
table-row: [423, 276, 552, 284]
table-row: [423, 819, 552, 827]
table-header-row: [423, 252, 552, 260]
table-cell: Wed. 31, 11 a.m.: [487, 189, 545, 198]
table-row: [423, 755, 552, 763]
article-body: Ngatea Library Committee organised a concert and dance, which was to be held on Wednesday of last week, but owing to the inclement weather the function was postponed till last evening, when a very big crowd assembled at the Ngatea Hall and thoroughly appreciated a varied entertainment of songs, musical items, and dances. As a result of the evening the library fund will benefit to the extent of about £36.: [976, 306, 1106, 419]
table-cell: Mon. 26, 10 p.m.: [423, 354, 482, 363]
schedule-table: [423, 252, 552, 300]
table-cell: 7 a.m.: [483, 803, 506, 812]
article-subheading: THE VALLEY OF SILENT MEN.: [708, 79, 821, 89]
sale-heading: LAST WEEK OF ALTERATION SALE!: [150, 378, 272, 399]
cassrels-card: [A Card.] O. S. CASSRELS, A.P.A. PUBLIC ACCOUNTANT AND AUDITOR. Criterion Buildings, Normanby Road.: [289, 102, 410, 138]
table-cell: Thurs. 29, midnight: [423, 619, 490, 636]
garage-heading: Up-to-date Garage.: [153, 170, 269, 187]
table-cell: Wed. 31, 5 p.m.: [423, 259, 477, 268]
misc-item: Farmers! Spare parts for all well-known makes of Separators obtainable at our Store.—Farmers' Mecca, Paeroa.: [8, 224, 138, 260]
table-row: [423, 779, 552, 787]
table-cell: 9 a.m.: [483, 819, 506, 828]
article-body: Housewives will note with interest that the Christmas ham will probably be cheap this year, or at least no dearer than last year. According to the Auckland Star, the new season is now opening, and the curers are offering high prices for pigs. Another aspect is the outside markets that are opening up for the New Zealand product. Some New Zealand farms are coming into favour in Australia, and it is only a matter of time when a Home market will also be available. On the other hand, this will help to develop the pig industry in New Zealand, and the output will correspondingly increase.: [561, 620, 691, 785]
table-cell: Tues. 13, 8 p.m.: [489, 563, 545, 572]
article-subheading: INSPECTION BY COLONEL POTTER.: [853, 56, 953, 74]
page-number: 4: [10, 8, 16, 22]
article-subheading: HALL SOCIETY.: [1012, 677, 1071, 687]
table-cell: Mon. 12, 10 a.m.: [423, 338, 482, 347]
